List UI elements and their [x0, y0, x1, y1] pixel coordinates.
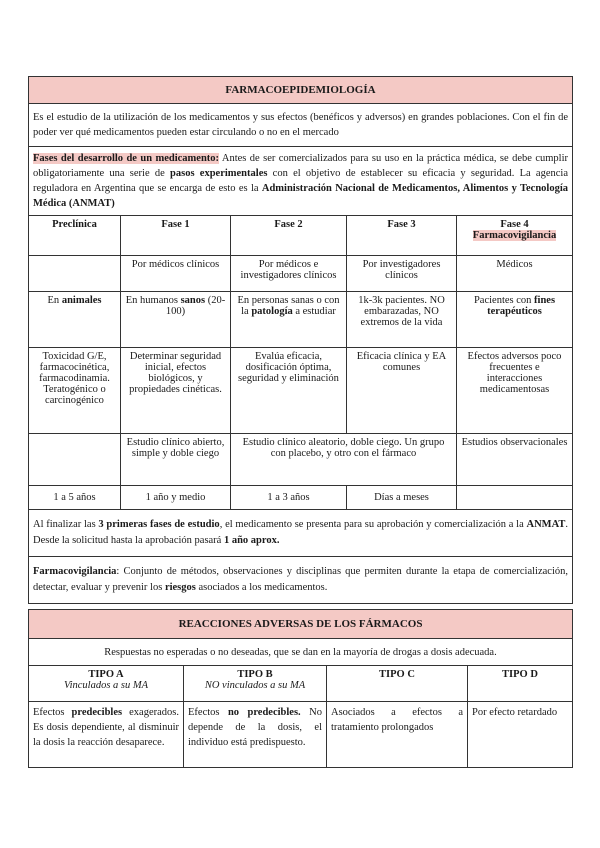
objective-fase2: Evalúa eficacia, dosificación óptima, seguridad y eliminación — [231, 348, 347, 434]
final-paragraph — [29, 510, 573, 557]
study-fase4: Estudios observacionales — [457, 434, 573, 486]
subject-fase2-bold: patología — [251, 306, 293, 317]
subject-fase4 — [457, 292, 573, 348]
tipo-b-sub: NO vinculados a su MA — [204, 680, 306, 691]
subject-fase1 — [121, 292, 231, 348]
objective-preclinica: Toxicidad G/E, farmacocinética, farmacodinamia. Teratogénico o carcinogénico — [29, 348, 121, 434]
tipo-a-sub: Vinculados a su MA — [63, 680, 149, 691]
tipo-a-pre: Efectos — [33, 707, 72, 718]
study-fase2-3: Estudio clínico aleatorio, doble ciego. Un grupo con placebo, y otro con el fármaco — [231, 434, 457, 486]
duration-fase4 — [457, 486, 573, 510]
tipo-a-header — [29, 666, 184, 702]
tipo-b-name: TIPO B — [237, 669, 273, 680]
who-fase4: Médicos — [457, 256, 573, 292]
objective-fase4: Efectos adversos poco frecuentes e interacciones medicamentosas — [457, 348, 573, 434]
who-fase3: Por investigadores clínicos — [347, 256, 457, 292]
subject-preclinica-bold: animales — [61, 295, 102, 306]
tipo-d-name: TIPO D — [502, 669, 538, 680]
tipo-c-desc: Asociados a efectos a tratamiento prolongados — [327, 702, 468, 768]
subject-fase1-bold: sanos — [180, 295, 206, 306]
final-bold1: 3 primeras fases de estudio — [98, 519, 220, 531]
phase-header-preclinica: Preclínica — [29, 216, 121, 256]
fases-text2: con el objetivo de establecer su eficacia y seguridad. La agencia reguladora en Argentina que se encarga de esto es la — [33, 167, 568, 194]
tipo-b-pre: Efectos — [188, 707, 228, 718]
final-text1: Al finalizar las — [33, 519, 99, 531]
tipo-a-post: exagerados. Es dosis dependiente, al disminuir la dosis la reacción desaparece. — [33, 707, 179, 749]
tipo-c-name: TIPO C — [379, 669, 415, 680]
who-fase1: Por médicos clínicos — [121, 256, 231, 292]
subject-fase1-post: (20-100) — [165, 295, 226, 317]
duration-fase1: 1 año y medio — [121, 486, 231, 510]
final-bold3: 1 año aprox. — [223, 535, 280, 546]
reacciones-section — [28, 609, 572, 774]
fases-bold1: pasos experimentales — [170, 167, 268, 179]
tipo-a-name: TIPO A — [88, 669, 124, 680]
subject-preclinica-pre: En — [47, 295, 62, 306]
subject-fase2-post: a estudiar — [292, 306, 336, 317]
fases-paragraph — [29, 147, 573, 216]
subject-fase2 — [231, 292, 347, 348]
objective-fase3: Eficacia clínica y EA comunes — [347, 348, 457, 434]
fv-text1: : Conjunto de métodos, observaciones y disciplinas que permiten durante la etapa de comercialización, detectar, evaluar y prevenir los — [33, 566, 568, 593]
tipo-b-desc — [184, 702, 327, 768]
who-preclinica — [29, 256, 121, 292]
phase-header-fase3: Fase 3 — [347, 216, 457, 256]
who-fase2: Por médicos e investigadores clínicos — [231, 256, 347, 292]
fv-bold: riesgos — [164, 582, 196, 593]
objective-fase1: Determinar seguridad inicial, efectos biológicos, y propiedades cinéticas. — [121, 348, 231, 434]
final-text2: , el medicamento se presenta para su aprobación y comercialización a la — [219, 519, 527, 531]
duration-fase2: 1 a 3 años — [231, 486, 347, 510]
fase4-farmacovigilancia: Farmacovigilancia — [472, 230, 557, 241]
tipo-b-post: No depende de la dosis, el individuo está predispuesto. — [188, 707, 322, 749]
subject-fase1-pre: En humanos — [125, 295, 181, 306]
subject-fase2-pre: En personas sanas o con la — [237, 295, 340, 317]
fv-label: Farmacovigilancia — [33, 566, 117, 578]
tipo-a-bold: predecibles — [71, 707, 123, 718]
subject-fase3: 1k-3k pacientes. NO embarazadas, NO extremos de la vida — [347, 292, 457, 348]
tipo-c-header — [327, 666, 468, 702]
farmaco-table — [28, 76, 573, 604]
tipo-a-desc — [29, 702, 184, 768]
subject-preclinica — [29, 292, 121, 348]
tipo-b-header — [184, 666, 327, 702]
duration-fase3: Días a meses — [347, 486, 457, 510]
farmacoepidemiologia-section — [28, 76, 572, 596]
farmaco-title: FARMACOEPIDEMIOLOGÍA — [29, 77, 573, 104]
final-bold2: ANMAT — [526, 519, 566, 531]
tipo-d-desc: Por efecto retardado — [468, 702, 573, 768]
farmacovigilancia-paragraph — [29, 557, 573, 604]
fases-text1: Antes de ser comercializados para su uso en la práctica médica, se debe cumplir obligatoriamente una serie de — [33, 152, 568, 179]
phase-header-fase4 — [457, 216, 573, 256]
tipo-d-header — [468, 666, 573, 702]
reacciones-table — [28, 609, 573, 768]
fases-label: Fases del desarrollo de un medicamento: — [33, 152, 220, 164]
study-preclinica — [29, 434, 121, 486]
fases-bold2: Administración Nacional de Medicamentos, Alimentos y Tecnología Médica (ANMAT) — [33, 183, 569, 210]
final-text3: . Desde la solicitud hasta la aprobación pasará — [33, 519, 569, 546]
farmaco-definition: Es el estudio de la utilización de los medicamentos y sus efectos (benéficos y adversos) en grandes poblaciones. Con el fin de poder ver qué medicamentos pueden estar circulando o no en el mercado — [29, 104, 573, 147]
fv-text2: asociados a los medicamentos. — [195, 582, 328, 593]
reacciones-subtitle: Respuestas no esperadas o no deseadas, que se dan en la mayoría de drogas a dosis adecuada. — [29, 639, 573, 666]
fase4-label: Fase 4 — [500, 219, 529, 230]
study-fase1: Estudio clínico abierto, simple y doble ciego — [121, 434, 231, 486]
subject-fase4-bold: fines terapéuticos — [487, 295, 556, 317]
duration-preclinica: 1 a 5 años — [29, 486, 121, 510]
phase-header-fase2: Fase 2 — [231, 216, 347, 256]
tipo-b-bold: no predecibles. — [227, 707, 301, 718]
subject-fase4-pre: Pacientes con — [473, 295, 535, 306]
phase-header-fase1: Fase 1 — [121, 216, 231, 256]
reacciones-title: REACCIONES ADVERSAS DE LOS FÁRMACOS — [29, 610, 573, 639]
